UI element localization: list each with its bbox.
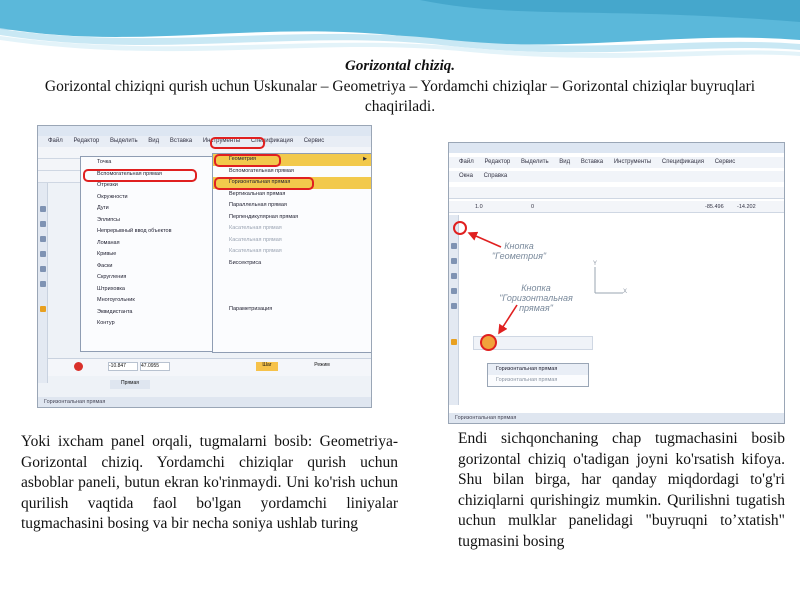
menu-view[interactable]: Вид	[148, 138, 160, 144]
menu-item-disabled[interactable]	[213, 292, 371, 304]
tool-icon[interactable]	[40, 306, 46, 312]
menu-item-fillets[interactable]: Скругления	[97, 274, 127, 280]
menu-item-aux-line-2[interactable]: Вспомогательная прямая	[229, 167, 294, 174]
menu-spec[interactable]: Спецификация	[661, 159, 705, 165]
menu-item-aux-line[interactable]: Вспомогательная прямая	[97, 170, 162, 177]
mode-button[interactable]: Режим	[314, 362, 330, 368]
callout-horizontal-line: Кнопка "Горизонтальная прямая"	[499, 283, 573, 313]
menu-file[interactable]: Файл	[48, 138, 63, 144]
menu-item-disabled[interactable]	[213, 269, 371, 281]
menu-edit[interactable]: Редактор	[73, 138, 100, 144]
step-button[interactable]: Шаг	[256, 362, 278, 371]
highlight-horizontal-line	[214, 177, 314, 190]
menu-item-vertical-line[interactable]: Вертикальная прямая	[229, 190, 286, 197]
menu-item-polyline[interactable]: Ломаная	[97, 239, 120, 246]
axis-x-label: X	[623, 289, 628, 295]
coord-y-readout: -14.202	[737, 204, 756, 210]
menu-item-segments[interactable]: Отрезки	[97, 182, 118, 188]
menu-item-parallel-line[interactable]: Параллельная прямая	[229, 202, 287, 208]
menu-item-contour[interactable]: Контур	[97, 320, 115, 326]
tool-icon[interactable]	[40, 281, 46, 287]
menu-item-bisector[interactable]: Биссектриса	[229, 259, 262, 266]
menu-item-ellipses[interactable]: Эллипсы	[97, 216, 120, 223]
menu-select[interactable]: Выделить	[520, 159, 549, 165]
popup-item-active[interactable]: Горизонтальная прямая	[488, 364, 588, 375]
menu-item-disabled[interactable]	[213, 281, 371, 293]
menu-item-tangent-3[interactable]: Касательная прямая	[229, 248, 282, 254]
status-bar: Горизонтальная прямая	[38, 397, 371, 407]
coord-x-readout: -85.496	[705, 204, 724, 210]
slide-intro: Gorizontal chiziqni qurish uchun Uskunalar – Geometriya – Yordamchi chiziqlar – Gorizontal chiziqlar buyruqlari chaqiriladi.	[44, 78, 756, 115]
menu-edit[interactable]: Редактор	[484, 159, 511, 165]
menu-item-continuous[interactable]: Непрерывный ввод объектов	[97, 228, 172, 234]
layer-field[interactable]: 0	[531, 204, 535, 210]
menu-windows[interactable]: Окна	[459, 173, 473, 179]
tool-icon[interactable]	[40, 236, 46, 242]
menu-item-tangent-2[interactable]: Касательная прямая	[229, 236, 282, 243]
callout-geometry: Кнопка "Геометрия"	[491, 241, 547, 261]
menu-item-geometry[interactable]: Геометрия ▶	[213, 154, 371, 166]
status-bar: Горизонтальная прямая	[449, 413, 784, 423]
menu-bar	[38, 136, 371, 147]
slide-title: Gorizontal chiziq.	[344, 58, 456, 74]
geometry-submenu	[80, 156, 213, 352]
menu-item-polygon[interactable]: Многоугольник	[97, 297, 135, 303]
screenshot-right	[448, 142, 785, 424]
menu-item-curves[interactable]: Кривые	[97, 251, 117, 257]
menu-item-horizontal-line[interactable]: Горизонтальная прямая	[213, 177, 371, 189]
tool-icon[interactable]	[40, 251, 46, 257]
chevron-right-icon: ▶	[363, 156, 367, 162]
tool-icon[interactable]	[40, 266, 46, 272]
menu-service[interactable]: Сервис	[303, 138, 325, 144]
highlight-geometry	[214, 154, 281, 167]
menu-spec[interactable]: Спецификация	[250, 138, 294, 144]
menu-item-arcs[interactable]: Дуги	[97, 205, 109, 211]
menu-item-equidistant[interactable]: Эквидистанта	[97, 308, 133, 315]
tooltip-popup	[487, 363, 589, 387]
popup-item[interactable]: Горизонтальная прямая	[496, 377, 558, 383]
menu-tools[interactable]: Инструменты	[202, 138, 241, 144]
tool-icon[interactable]	[40, 206, 46, 212]
menu-select[interactable]: Выделить	[109, 138, 138, 144]
menu-insert[interactable]: Вставка	[580, 159, 604, 165]
tool-icon[interactable]	[40, 221, 46, 227]
coord-y-field[interactable]: 47.0955	[140, 362, 170, 371]
menu-help[interactable]: Справка	[483, 173, 508, 179]
tab-line[interactable]: Прямая	[110, 380, 150, 389]
window-titlebar	[38, 126, 371, 136]
menu-service[interactable]: Сервис	[714, 159, 736, 165]
menu-item-chamfers[interactable]: Фаски	[97, 262, 113, 269]
menu-item-perpendicular-line[interactable]: Перпендикулярная прямая	[229, 213, 299, 220]
coord-x-field[interactable]: -10.847	[108, 362, 138, 371]
menu-file[interactable]: Файл	[459, 159, 474, 165]
horizontal-line-button[interactable]	[480, 334, 497, 351]
menu-tools[interactable]: Инструменты	[613, 159, 652, 165]
stop-icon[interactable]	[74, 362, 83, 371]
screenshot-left	[37, 125, 372, 408]
highlight-aux-line	[83, 169, 197, 182]
axis-y-label: Y	[593, 261, 598, 267]
scale-field[interactable]: 1.0	[475, 204, 483, 210]
menu-item-point[interactable]: Точка	[97, 159, 112, 165]
right-paragraph: Endi sichqonchaning chap tugmachasini bosib gorizontal chiziq o'tadigan joyni ko'rsatish kifoya. Shu bilan birga, har qanday miqdordagi to'g'ri chiziqlarni qurishingiz mumkin. Qurilishni tugatish uchun mulklar panelidagi "buyruqni to’xtatish" tugmasini bosing	[458, 430, 785, 550]
highlight-tools-menu	[210, 137, 265, 149]
menu-item-parametrization[interactable]: Параметризация	[229, 305, 273, 312]
left-paragraph: Yoki ixcham panel orqali, tugmalarni bosib: Geometriya-Gorizontal chiziq. Yordamchi chiziqlar qurish uchun asboblar paneli, butun ekran ko'rinmaydi. Uni ko'rish uchun qurilish vaqtida faol bo'lgan yordamchi liniyalar tugmachasini bosing va bir necha soniya ushlab turing	[21, 433, 398, 532]
menu-item-tangent-1[interactable]: Касательная прямая	[229, 225, 282, 231]
menu-insert[interactable]: Вставка	[169, 138, 193, 144]
menu-item-hatch[interactable]: Штриховка	[97, 285, 125, 292]
menu-item-circles[interactable]: Окружности	[97, 193, 128, 200]
menu-view[interactable]: Вид	[559, 159, 571, 165]
